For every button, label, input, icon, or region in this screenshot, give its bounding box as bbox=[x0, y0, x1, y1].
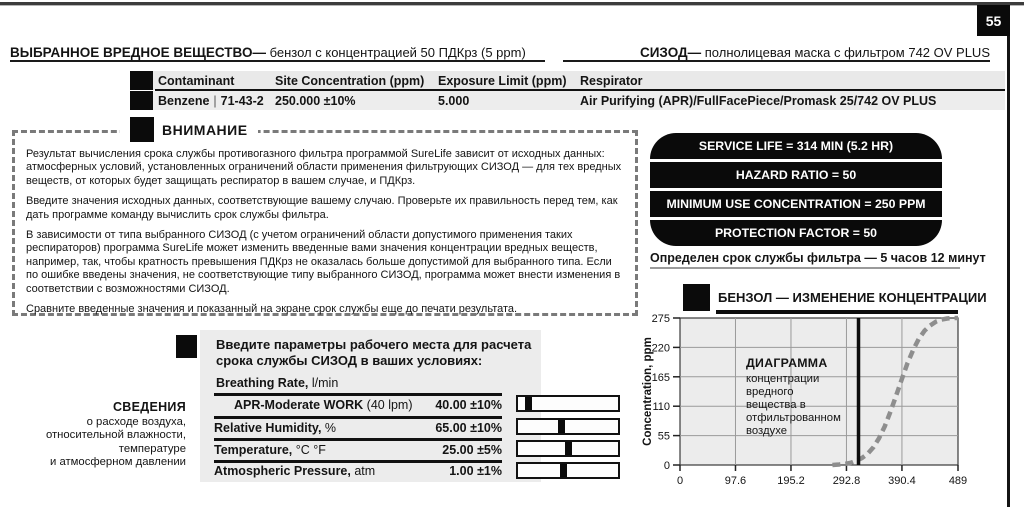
cell-exposure-limit: 5.000 bbox=[438, 93, 470, 108]
slider-handle[interactable] bbox=[560, 464, 567, 477]
service-life-summary: Определен срок службы фильтра — 5 часов 12 минут bbox=[650, 251, 986, 265]
form-row-pressure: Atmospheric Pressure, atm 1.00 ±1% bbox=[214, 464, 502, 478]
contaminant-table-row bbox=[130, 91, 1005, 110]
y-tick-label: 55 bbox=[657, 430, 670, 443]
page-number: 55 bbox=[977, 5, 1010, 36]
x-tick-label: 390.4 bbox=[888, 475, 916, 487]
y-axis-label: Concentration, ppm bbox=[642, 337, 654, 446]
workplace-parameters-panel bbox=[200, 330, 541, 482]
side-caption-title: СВЕДЕНИЯ bbox=[112, 400, 186, 414]
chart-annotation-line: воздухе bbox=[746, 425, 788, 437]
service-life-results-box bbox=[650, 133, 942, 246]
warning-paragraph: Введите значения исходных данных, соответствующие вашему случаю. Проверьте их правильность перед тем, как дать программе команду вычислить срок службы фильтра. bbox=[26, 195, 618, 221]
warning-title bbox=[120, 117, 258, 142]
cas-number: 71-43-2 bbox=[220, 93, 264, 108]
side-caption bbox=[0, 401, 186, 470]
cell-site-concentration: 250.000 ±10% bbox=[275, 93, 356, 108]
form-row-temperature: Temperature, °C °F 25.00 ±5% bbox=[214, 443, 502, 457]
warning-title-label: ВНИМАНИЕ bbox=[162, 121, 248, 138]
chart-annotation-line: вредного bbox=[746, 386, 794, 398]
side-caption-line: относительной влажности, bbox=[45, 429, 186, 441]
chart-annotation-line: отфильтрованном bbox=[746, 412, 841, 424]
chart-annotation-line: вещества в bbox=[746, 399, 806, 411]
cell-respirator: Air Purifying (APR)/FullFacePiece/Promask 25/742 OV PLUS bbox=[580, 93, 937, 108]
y-tick-label: 0 bbox=[663, 460, 670, 472]
contaminant-table-header bbox=[130, 71, 1005, 90]
black-square-icon bbox=[130, 71, 153, 90]
form-row-humidity: Relative Humidity, % 65.00 ±10% bbox=[214, 421, 502, 435]
y-tick-label: 220 bbox=[651, 342, 670, 355]
warning-paragraph: Сравните введенные значения и показанный на экране срок службы еще до печати результата. bbox=[26, 303, 518, 316]
warning-paragraphs bbox=[26, 148, 626, 323]
y-tick-label: 275 bbox=[651, 313, 670, 325]
selected-contaminant-subtitle: бензол с концентрацией 50 ПДКрз (5 ppm) bbox=[269, 45, 526, 60]
cas-separator: | bbox=[213, 93, 217, 108]
pressure-slider[interactable] bbox=[516, 462, 620, 479]
respirator-title: СИЗОД bbox=[639, 45, 688, 60]
breathing-rate-slider[interactable] bbox=[516, 395, 620, 412]
right-heading-rule bbox=[563, 60, 990, 62]
dash: — bbox=[252, 45, 266, 60]
result-line: HAZARD RATIO = 50 bbox=[650, 159, 942, 188]
warning-paragraph: Результат вычисления срока службы противогазного фильтра программой SureLife зависит от исходных данных: атмосферных условий, установленных ограничений области применения фильтрующих СИЗОД — для тех вредных веществ, от которых будет защищать респиратор в вашем случае, и ПДКрз. bbox=[26, 148, 622, 187]
y-tick-label: 165 bbox=[651, 371, 670, 384]
col-site-concentration: Site Concentration (ppm) bbox=[275, 73, 425, 88]
chart-annotation-title: ДИАГРАММА bbox=[746, 356, 828, 370]
col-respirator: Respirator bbox=[580, 73, 643, 88]
selected-contaminant-heading bbox=[10, 45, 526, 60]
result-line: PROTECTION FACTOR = 50 bbox=[650, 217, 942, 246]
chart-title: БЕНЗОЛ — ИЗМЕНЕНИЕ КОНЦЕНТРАЦИИ bbox=[718, 290, 987, 305]
result-line: SERVICE LIFE = 314 MIN (5.2 HR) bbox=[698, 139, 894, 153]
selected-contaminant-title: ВЫБРАННОЕ ВРЕДНОЕ ВЕЩЕСТВО bbox=[10, 45, 253, 60]
slider-handle[interactable] bbox=[558, 420, 565, 433]
left-heading-rule bbox=[10, 60, 545, 62]
black-square-icon bbox=[130, 117, 154, 142]
dash: — bbox=[687, 45, 702, 60]
breathing-rate-label: Breathing Rate, l/min bbox=[216, 376, 339, 390]
result-line: MINIMUM USE CONCENTRATION = 250 PPM bbox=[650, 188, 942, 217]
chart-annotation-line: концентрации bbox=[746, 373, 820, 385]
page-right-rule bbox=[1007, 8, 1010, 507]
side-caption-line: температуре bbox=[118, 442, 186, 455]
respirator-heading bbox=[563, 45, 990, 60]
side-caption-line: и атмосферном давлении bbox=[50, 456, 186, 468]
cell-contaminant: Benzene | 71-43-2 bbox=[158, 93, 264, 108]
slider-handle[interactable] bbox=[565, 442, 572, 455]
humidity-slider[interactable] bbox=[516, 418, 620, 435]
y-tick-label: 110 bbox=[652, 401, 670, 414]
form-row-breathing-rate: APR-Moderate WORK (40 lpm) 40.00 ±10% bbox=[234, 398, 502, 412]
black-square-icon bbox=[176, 335, 197, 358]
x-tick-label: 195.2 bbox=[777, 475, 805, 487]
col-contaminant: Contaminant bbox=[158, 73, 235, 88]
x-tick-label: 97.6 bbox=[724, 475, 747, 487]
form-intro: Введите параметры рабочего места для расчета срока службы СИЗОД в ваших условиях: bbox=[216, 337, 532, 368]
temperature-slider[interactable] bbox=[516, 440, 620, 457]
x-tick-label: 489 bbox=[948, 475, 968, 487]
chart-annotation bbox=[746, 357, 871, 438]
side-caption-line: о расходе воздуха, bbox=[86, 415, 186, 428]
x-tick-label: 0 bbox=[676, 475, 684, 487]
slider-handle[interactable] bbox=[525, 397, 532, 410]
x-tick-label: 292.8 bbox=[832, 475, 861, 487]
warning-paragraph: В зависимости от типа выбранного СИЗОД (с учетом ограничений области допустимого применения таких респираторов) программа SureLife может изменить введенные вами значения концентрации вредных веществ, например, так, чтобы кратность превышения ПДКрз не оказалась больше допустимой для выбранного типа. Если по ошибке введены значения, не соответствующие типу выбранного СИЗОД, программа может внести изменения в соответствии с возможностями СИЗОД. bbox=[26, 229, 621, 295]
black-square-icon bbox=[683, 284, 710, 311]
site-tolerance: ±10% bbox=[323, 93, 356, 108]
respirator-subtitle: полнолицевая маска с фильтром 742 OV PLUS bbox=[704, 45, 990, 60]
col-exposure-limit: Exposure Limit (ppm) bbox=[438, 73, 567, 88]
page-top-rule bbox=[0, 2, 1024, 6]
summary-rule bbox=[650, 267, 960, 269]
black-square-icon bbox=[130, 91, 153, 110]
